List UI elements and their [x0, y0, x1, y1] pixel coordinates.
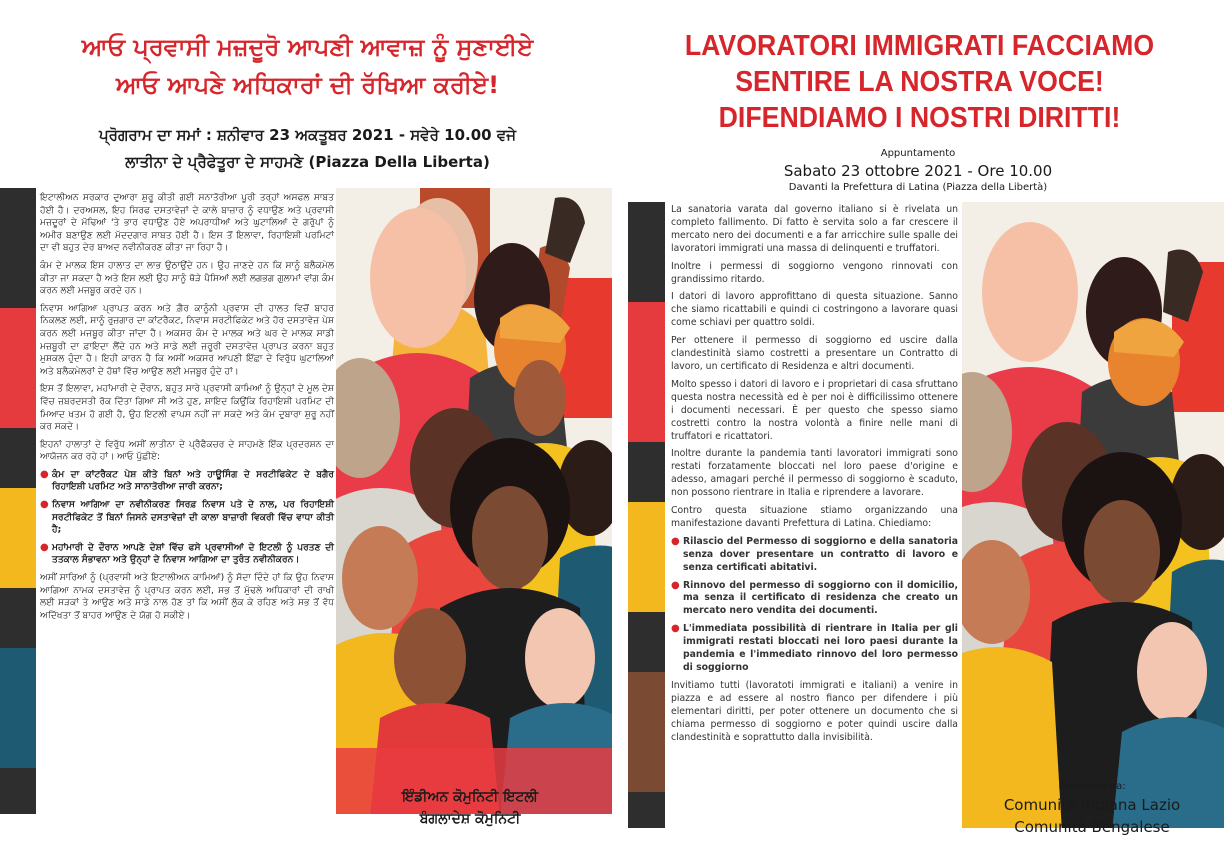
bullet-icon: ● — [40, 541, 49, 553]
punjabi-body-text — [36, 188, 336, 816]
bullet-icon: ● — [40, 499, 49, 511]
bullet-icon: ● — [671, 535, 680, 547]
italian-demands-list — [671, 536, 958, 675]
event-location: Davanti la Prefettura di Latina (Piazza della Libertà) — [788, 182, 1048, 193]
italian-paragraph: I datori di lavoro approfittano di questa situazione. Sanno che siamo ricattabili e quindi ci costringono a lavorare quasi come schiavi per quattro soldi. — [671, 291, 958, 329]
promoter-org1: Comunità Indiana Lazio — [1003, 796, 1181, 814]
signature-line1: ਇੰਡੀਅਨ ਕੋਮੁਨਿਟੀ ਇਟਲੀ — [401, 789, 539, 805]
italian-flyer — [612, 0, 1224, 860]
punjabi-demands-list — [40, 469, 334, 567]
punjabi-program-line1: ਪ੍ਰੋਗਰਾਮ ਦਾ ਸਮਾਂ : ਸ਼ਨੀਵਾਰ 23 ਅਕਤੂਬਰ 2021 - ਸਵੇਰੇ 10.00 ਵਜੇ — [98, 126, 517, 144]
punjabi-paragraph: ਨਿਵਾਸ ਆਗਿਆ ਪ੍ਰਾਪਤ ਕਰਨ ਅਤੇ ਗ਼ੈਰ ਕਾਨੂੰਨੀ ਪ੍ਰਵਾਸ ਦੀ ਹਾਲਤ ਵਿਚੋਂ ਬਾਹਰ ਨਿਕਲਣ ਲਈ, ਸਾਨੂੰ ਰੁਜ਼ਗਾਰ ਦਾ ਕਾਂਟਰੈਕਟ, ਨਿਵਾਸ ਸਰਟੀਫਿਕੇਟ ਅਤੇ ਹੋਰ ਦਸਤਾਵੇਜ਼ ਪੇਸ਼ ਕਰਨ ਲਈ ਮਜਬੂਰ ਕੀਤਾ ਜਾਂਦਾ ਹੈ। ਅਕਸਰ ਕੰਮ ਦੇ ਮਾਲਕ ਅਤੇ ਘਰ ਦੇ ਮਾਲਕ ਸਾਡੀ ਮਜ਼ਬੂਰੀ ਦਾ ਫ਼ਾਇਦਾ ਲੈਂਦੇ ਹਨ ਅਤੇ ਸਾਡੇ ਲਈ ਜ਼ਰੂਰੀ ਦਸਤਾਵੇਜ਼ ਪ੍ਰਾਪਤ ਕਰਨਾ ਬਹੁਤ ਮੁਸ਼ਕਲ ਹੁੰਦਾ ਹੈ। ਇਹੀ ਕਾਰਨ ਹੈ ਕਿ ਅਸੀਂ ਅਕਸਰ ਆਪਣੀ ਇੱਛਾ ਦੇ ਵਿਰੁੱਧ ਘੁਟਾਲਿਆਂ ਅਤੇ ਬਲੈਕਮੇਲਰਾਂ ਦੇ ਹੱਥਾਂ ਵਿੱਚ ਆਉਣ ਲਈ ਮਜਬੂਰ ਹੁੰਦੇ ਹਾਂ। — [40, 303, 334, 377]
punjabi-closing: ਅਸੀਂ ਸਾਰਿਆਂ ਨੂੰ (ਪ੍ਰਵਾਸੀ ਅਤੇ ਇਟਾਲੀਅਨ ਕਾਮਿਆਂ) ਨੂੰ ਸੱਦਾ ਦਿੰਦੇ ਹਾਂ ਕਿ ਉਹ ਨਿਵਾਸ ਆਗਿਆ ਨਾਮਕ ਦਸਤਾਵੇਜ਼ ਨੂੰ ਪ੍ਰਾਪਤ ਕਰਨ ਲਈ, ਸਭ ਤੋਂ ਮੁੱਢਲੇ ਅਧਿਕਾਰਾਂ ਦੀ ਰਾਖੀ ਲਈ ਸੜਕਾਂ ਤੇ ਆਉਣ ਅਤੇ ਸਾਡੇ ਨਾਲ ਹੋਣ ਤਾਂ ਕਿ ਅਸੀਂ ਲੁੱਕ ਕੇ ਰਹਿਣ ਅਤੇ ਸਭ ਤੋਂ ਵੱਧ ਅਦਿੱਖਤਾ ਤੋਂ ਬਾਹਰ ਆਉਣ ਦੇ ਯੋਗ ਹੋ ਸਕੀਏ। — [40, 573, 334, 621]
list-item: ● ਮਹਾਂਮਾਰੀ ਦੇ ਦੌਰਾਨ ਆਪਣੇ ਦੇਸ਼ਾਂ ਵਿੱਚ ਫਸੇ ਪ੍ਰਵਾਸੀਆਂ ਦੇ ਇਟਲੀ ਨੂੰ ਪਰਤਣ ਦੀ ਤਤਕਾਲ ਸੰਭਾਵਨਾ ਅਤੇ ਉਨ੍ਹਾਂ ਦੇ ਨਿਵਾਸ ਆਗਿਆ ਦਾ ਤੁਰੰਤ ਨਵੀਨੀਕਰਨ। — [40, 541, 334, 566]
italian-paragraph: Inoltre i permessi di soggiorno vengono rinnovati con grandissimo ritardo. — [671, 260, 958, 285]
italian-title-line2: SENTIRE LA NOSTRA VOCE! — [735, 66, 1104, 98]
italian-body-text — [665, 202, 962, 828]
italian-title — [655, 28, 1184, 136]
punjabi-title-line2: ਆਓ ਆਪਣੇ ਅਧਿਕਾਰਾਂ ਦੀ ਰੱਖਿਆ ਕਰੀਏ! — [115, 71, 500, 99]
italian-paragraph: Contro questa situazione stiamo organizzando una manifestazione davanti Prefettura di Latina. Chiediamo: — [671, 505, 958, 529]
italian-paragraph: Inoltre durante la pandemia tanti lavoratori immigrati sono restati forzatamente bloccati nel loro paese d'origine e adesso, amagari perché il permesso di soggiorno è scaduto, non possono rientrare in Italia e riprendere a lavorare. — [671, 448, 958, 499]
punjabi-program-line2: ਲਾਤੀਨਾ ਦੇ ਪ੍ਰੈਫੇਤੂਰਾ ਦੇ ਸਾਹਮਣੇ (Piazza Della Liberta) — [125, 153, 490, 171]
list-item: ● Rinnovo del permesso di soggiorno con il domicilio, ma senza il certificato di residenza che creato un mercato nero vendita dei documenti. — [671, 579, 958, 617]
italian-title-line1: LAVORATORI IMMIGRATI FACCIAMO — [684, 30, 1155, 62]
punjabi-paragraph: ਇਹਨਾਂ ਹਾਲਾਤਾਂ ਦੇ ਵਿਰੁੱਧ ਅਸੀਂ ਲਾਤੀਨਾ ਦੇ ਪ੍ਰੈਫੈਕਚਰ ਦੇ ਸਾਹਮਣੇ ਇੱਕ ਪ੍ਰਦਰਸ਼ਨ ਦਾ ਆਯੋਜਨ ਕਰ ਰਹੇ ਹਾਂ। ਆਓ ਪੁੱਛੀਏ: — [40, 439, 334, 463]
list-item: ● ਕੰਮ ਦਾ ਕਾਂਟਰੈਕਟ ਪੇਸ਼ ਕੀਤੇ ਬਿਨਾਂ ਅਤੇ ਹਾਊਸਿੰਗ ਦੇ ਸਰਟੀਫਿਕੇਟ ਦੇ ਬਗੈਰ ਰਿਹਾਇਸ਼ੀ ਪਰਮਿਟ ਅਤੇ ਸਾਨਾਤੋਰੀਆ ਜਾਰੀ ਕਰਨਾ; — [40, 468, 334, 493]
punjabi-paragraph: ਇਸ ਤੋਂ ਇਲਾਵਾ, ਮਹਾਂਮਾਰੀ ਦੇ ਦੌਰਾਨ, ਬਹੁਤ ਸਾਰੇ ਪ੍ਰਵਾਸੀ ਕਾਮਿਆਂ ਨੂੰ ਉਨ੍ਹਾਂ ਦੇ ਮੂਲ ਦੇਸ਼ ਵਿੱਚ ਜ਼ਬਰਦਸਤੀ ਰੋਕ ਦਿੱਤਾ ਗਿਆ ਸੀ ਅਤੇ ਹੁਣ, ਸ਼ਾਇਦ ਕਿਉਂਕਿ ਰਿਹਾਇਸ਼ੀ ਪਰਮਿਟ ਦੀ ਮਿਆਦ ਖਤਮ ਹੋ ਗਈ ਹੈ, ਉਹ ਇਟਲੀ ਵਾਪਸ ਨਹੀਂ ਜਾ ਸਕਦੇ ਅਤੇ ਕੰਮ ਦੁਬਾਰਾ ਸ਼ੁਰੂ ਨਹੀਂ ਕਰ ਸਕਦੇ। — [40, 384, 334, 433]
italian-title-line3: DIFENDIAMO I NOSTRI DIRITTI! — [718, 102, 1121, 134]
list-item: ● Rilascio del Permesso di soggiorno e della sanatoria senza dover presentare un contratto di lavoro e senza certificati abitativi. — [671, 535, 958, 573]
italian-paragraph: La sanatoria varata dal governo italiano si è rivelata un completo fallimento. Di fatto è servita solo a far crescere il mercato nero dei documenti e a far arricchire sulle spalle dei lavoratori immigrati una massa di delinquenti e truffatori. — [671, 204, 958, 254]
punjabi-paragraph: ਇਟਾਲੀਅਨ ਸਰਕਾਰ ਦੁਆਰਾ ਸ਼ੁਰੂ ਕੀਤੀ ਗਈ ਸਨਾਤੋਰੀਆ ਪੂਰੀ ਤਰ੍ਹਾਂ ਅਸਫਲ ਸਾਬਤ ਹੋਈ ਹੈ। ਦਰਅਸਲ, ਇਹ ਸਿਰਫ ਦਸਤਾਵੇਜ਼ਾਂ ਦੇ ਕਾਲੇ ਬਾਜ਼ਾਰ ਨੂੰ ਵਧਾਉਣ ਅਤੇ ਪ੍ਰਵਾਸੀ ਮਜ਼ਦੂਰਾਂ ਦੇ ਮੋਢਿਆਂ 'ਤੇ ਭਾਰ ਵਧਾਉਣ ਹੋਏ ਅਪਰਾਧੀਆਂ ਅਤੇ ਘੁਟਾਲਿਆਂ ਦੇ ਗਰੁੱਪਾਂ ਨੂੰ ਅਮੀਰ ਬਣਾਉਣ ਲਈ ਮੱਦਦਗਾਰ ਸਾਬਤ ਹੋਈ ਹੈ। ਇਸ ਤੋਂ ਇਲਾਵਾ, ਰਿਹਾਇਸ਼ੀ ਪਰਮਿਟਾਂ ਦਾ ਵੀ ਬਹੁਤ ਦੇਰ ਬਾਅਦ ਨਵੀਨੀਕਰਣ ਕੀਤਾ ਜਾ ਰਿਹਾ ਹੈ। — [40, 193, 334, 254]
appointment-label: Appuntamento — [880, 148, 956, 159]
list-item: ● L'immediata possibilità di rientrare in Italia per gli immigrati restati bloccati nei loro paesi durante la pandemia e l'immediato rinnovo del loro permesso di soggiorno — [671, 623, 958, 673]
italian-paragraph: Per ottenere il permesso di soggiorno ed uscire dalla clandestinità siamo costretti a presentare un Contratto di lavoro, un certificato di Residenza e altri documenti. — [671, 335, 958, 372]
bullet-icon: ● — [671, 623, 680, 635]
promoter-org2: Comunità Bengalese — [1014, 818, 1170, 836]
list-item: ● ਨਿਵਾਸ ਆਗਿਆ ਦਾ ਨਵੀਨੀਕਰਣ ਸਿਰਫ਼ ਨਿਵਾਸ ਪਤੇ ਦੇ ਨਾਲ, ਪਰ ਰਿਹਾਇਸ਼ੀ ਸਰਟੀਫਿਕੇਟ ਤੋਂ ਬਿਨਾਂ ਜਿਸਨੇ ਦਸਤਾਵੇਜ਼ਾਂ ਦੀ ਕਾਲਾ ਬਾਜ਼ਾਰੀ ਵਿਕਰੀ ਵਿੱਚ ਵਾਧਾ ਕੀਤੀ ਹੈ; — [40, 499, 334, 536]
punjabi-paragraph: ਕੰਮ ਦੇ ਮਾਲਕ ਇਸ ਹਾਲਾਤ ਦਾ ਲਾਭ ਉਠਾਉਂਦੇ ਹਨ। ਉਹ ਜਾਣਦੇ ਹਨ ਕਿ ਸਾਨੂੰ ਬਲੈਕਮੇਲ ਕੀਤਾ ਜਾ ਸਕਦਾ ਹੈ ਅਤੇ ਇਸ ਲਈ ਉਹ ਸਾਨੂੰ ਥੋੜੇ ਪੈਸਿਆਂ ਲਈ ਲਗਭਗ ਗੁਲਾਮਾਂ ਵਾਂਗ ਕੰਮ ਕਰਨ ਲਈ ਮਜਬੂਰ ਕਰਦੇ ਹਨ। — [40, 260, 334, 297]
italian-closing: Invitiamo tutti (lavoratoti immigrati e italiani) a venire in piazza e ad essere al nostro fianco per difendere i più elementari diritti, per poter ottenere un documento che si chiama permesso di soggiorno e poter quindi uscire dalla clandestinità e soprattutto dalla invisibilità. — [671, 679, 958, 743]
punjabi-signature — [360, 786, 580, 830]
promoted-by — [972, 780, 1212, 838]
bullet-icon: ● — [671, 579, 680, 591]
italian-paragraph: Molto spesso i datori di lavoro e i proprietari di casa sfruttano questa nostra necessità ed è per noi è difficilissimo ottenere i documenti necessari. È per questo che spesso siamo costretti contro la nostra volontà a finire nelle mani di truffatori e ricattatori. — [671, 378, 958, 442]
punjabi-program-info — [20, 122, 595, 176]
punjabi-title-line1: ਆਓ ਪ੍ਰਵਾਸੀ ਮਜ਼ਦੂਰੋ ਆਪਣੀ ਆਵਾਜ਼ ਨੂੰ ਸੁਣਾਈਏ — [81, 33, 534, 61]
promoted-label: Promosso da: — [1058, 781, 1126, 792]
signature-line2: ਬੰਗਲਾਦੇਸ਼ ਕੋਮੁਨਿਟੀ — [419, 811, 521, 827]
punjabi-title — [20, 28, 595, 104]
bullet-icon: ● — [40, 468, 49, 480]
event-date: Sabato 23 ottobre 2021 - Ore 10.00 — [783, 162, 1053, 180]
